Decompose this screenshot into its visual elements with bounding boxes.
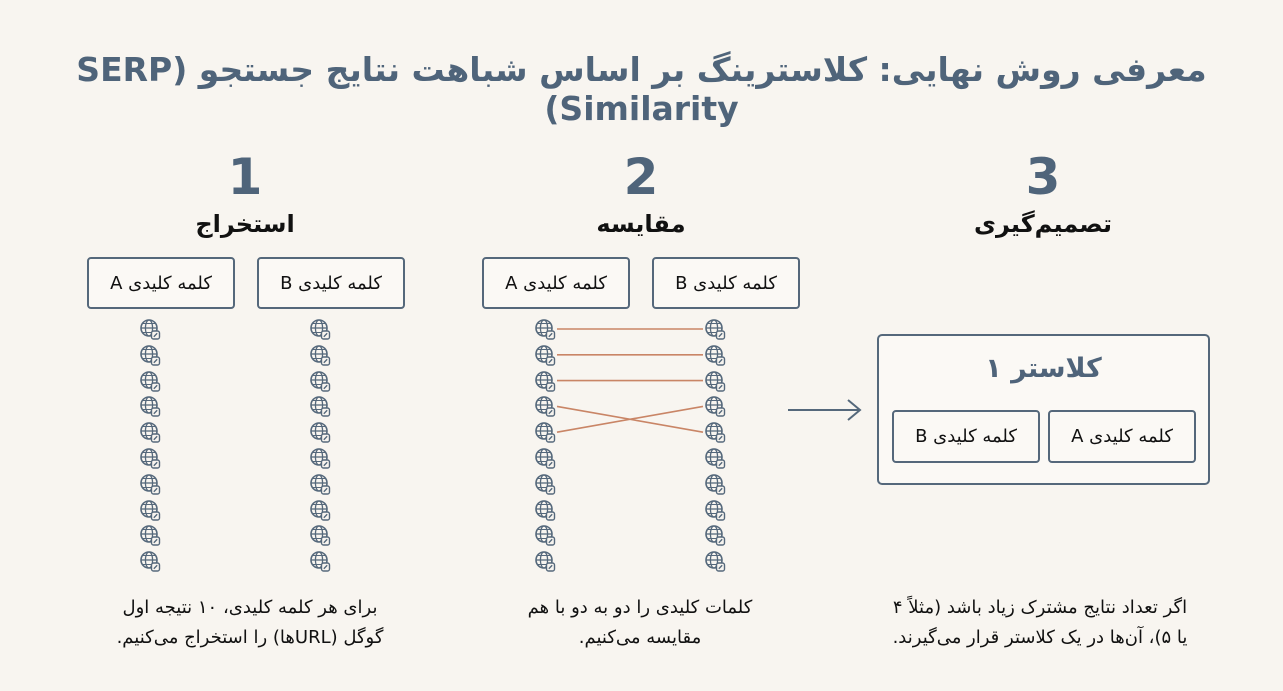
step-2-desc-line2: مقایسه می‌کنیم.: [578, 627, 702, 648]
globe-link-icon: [534, 318, 556, 340]
globe-link-icon: [534, 421, 556, 443]
globe-link-icon: [704, 473, 726, 495]
keyword-b-box: کلمه کلیدی B: [652, 257, 800, 309]
globe-link-icon: [309, 344, 331, 366]
globe-link-icon: [534, 550, 556, 572]
globe-link-icon: [139, 550, 161, 572]
globe-link-icon: [534, 499, 556, 521]
globe-link-icon: [139, 524, 161, 546]
globe-link-icon: [309, 395, 331, 417]
globe-link-icon: [704, 447, 726, 469]
step-3-number: 3: [1025, 148, 1061, 206]
step-2-description: [470, 593, 810, 653]
globe-link-icon: [139, 370, 161, 392]
globe-link-icon: [309, 524, 331, 546]
globe-link-icon: [139, 421, 161, 443]
globe-link-icon: [309, 447, 331, 469]
globe-link-icon: [704, 370, 726, 392]
cluster-title: کلاستر ۱: [985, 353, 1102, 384]
globe-link-icon: [704, 344, 726, 366]
globe-link-icon: [139, 499, 161, 521]
keyword-b-box: کلمه کلیدی B: [257, 257, 405, 309]
globe-link-icon: [704, 395, 726, 417]
arrow-right-icon: [786, 397, 864, 423]
globe-link-icon: [534, 524, 556, 546]
step-1-desc-line1: برای هر کلمه کلیدی، ۱۰ نتیجه اول: [122, 597, 378, 618]
step-3-name: تصمیم‌گیری: [973, 210, 1113, 238]
step-3-desc-line2: یا ۵)، آن‌ها در یک کلاستر قرار می‌گیرند.: [892, 627, 1188, 648]
globe-link-icon: [534, 395, 556, 417]
step-2-desc-line1: کلمات کلیدی را دو به دو با هم: [527, 597, 753, 618]
keyword-a-box: کلمه کلیدی A: [1048, 410, 1196, 463]
globe-link-icon: [534, 473, 556, 495]
step-2-name: مقایسه: [596, 210, 686, 238]
globe-link-icon: [309, 473, 331, 495]
globe-link-icon: [139, 318, 161, 340]
globe-link-icon: [139, 395, 161, 417]
globe-link-icon: [704, 318, 726, 340]
step-1-name: استخراج: [195, 210, 295, 238]
globe-link-icon: [704, 524, 726, 546]
step-1-desc-line2: گوگل (URLها) را استخراج می‌کنیم.: [116, 627, 384, 648]
step-3-desc-line1: اگر تعداد نتایج مشترک زیاد باشد (مثلاً ۴: [892, 597, 1188, 618]
page-title: معرفی روش نهایی: کلاسترینگ بر اساس شباهت نتایج جستجو (SERP Similarity): [76, 50, 1207, 128]
globe-link-icon: [534, 344, 556, 366]
globe-link-icon: [704, 421, 726, 443]
globe-link-icon: [704, 550, 726, 572]
globe-link-icon: [139, 447, 161, 469]
globe-link-icon: [309, 421, 331, 443]
step-2-number: 2: [623, 148, 659, 206]
globe-link-icon: [309, 499, 331, 521]
globe-link-icon: [534, 370, 556, 392]
globe-link-icon: [534, 447, 556, 469]
globe-link-icon: [704, 499, 726, 521]
globe-link-icon: [309, 370, 331, 392]
globe-link-icon: [139, 344, 161, 366]
globe-link-icon: [139, 473, 161, 495]
step-1-number: 1: [227, 148, 263, 206]
globe-link-icon: [309, 550, 331, 572]
keyword-a-box: کلمه کلیدی A: [87, 257, 235, 309]
globe-link-icon: [309, 318, 331, 340]
keyword-a-box: کلمه کلیدی A: [482, 257, 630, 309]
step-3-description: [855, 593, 1225, 653]
keyword-b-box: کلمه کلیدی B: [892, 410, 1040, 463]
